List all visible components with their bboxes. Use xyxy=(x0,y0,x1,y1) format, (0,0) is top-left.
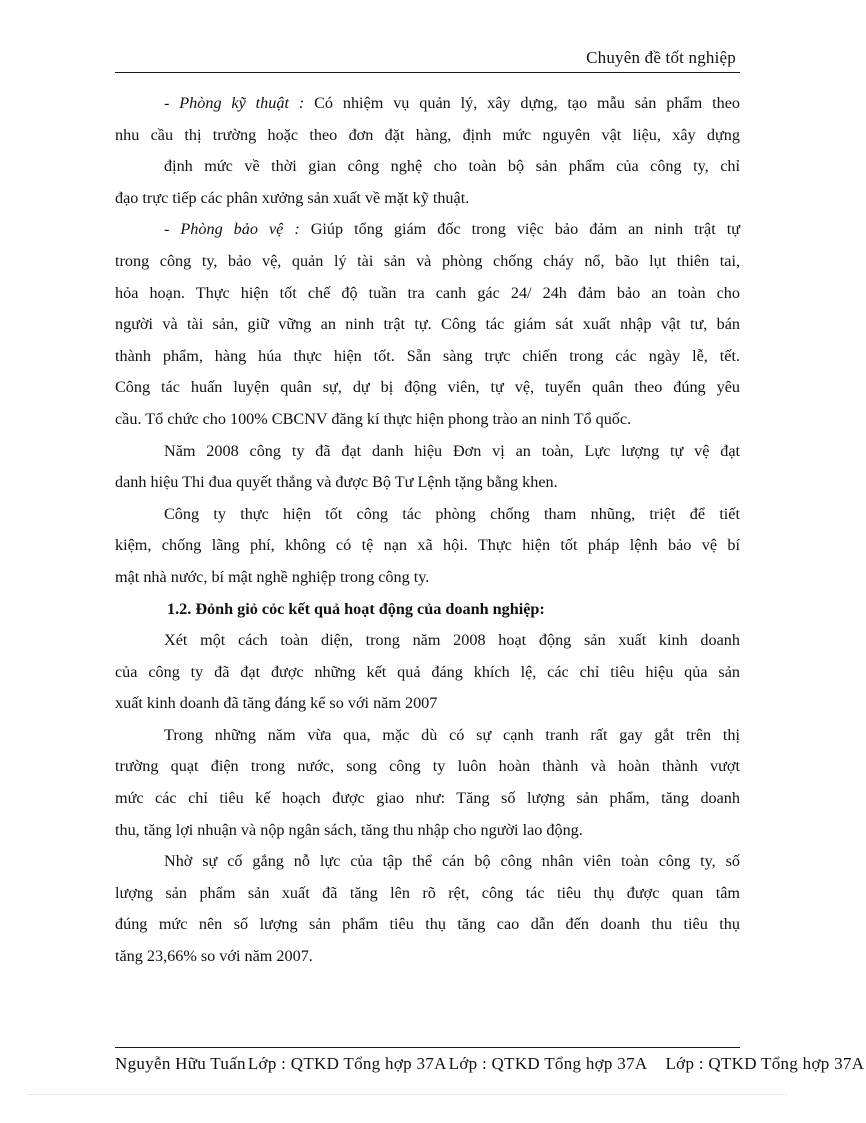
footer-class: Lớp : QTKD Tổng hợp 37A xyxy=(247,1054,447,1073)
paragraph-lead: - Phòng kỹ thuật : xyxy=(164,94,305,112)
paragraph-line: kiệm, chống lãng phí, không có tệ nạn xã hội. Thực hiện tốt pháp lệnh bảo vệ bí xyxy=(115,536,740,555)
paragraph-line: lượng sản phẩm sản xuất đã tăng lên rõ rệt, công tác tiêu thụ được quan tâm xyxy=(115,883,740,902)
paragraph-line: của công ty đã đạt được những kết quả đáng khích lệ, các chỉ tiêu hiệu qủa sản xyxy=(115,662,740,681)
header-title: Chuyên đề tốt nghiệp xyxy=(586,48,736,67)
paragraph-line: mức các chỉ tiêu kế hoạch được giao như: Tăng số lượng sản phẩm, tăng doanh xyxy=(115,789,740,808)
paragraph-lead: - Phòng bảo vệ : xyxy=(164,220,300,239)
paragraph-line: đạo trực tiếp các phân xưởng sản xuất về mặt kỹ thuật. xyxy=(115,188,470,207)
page-bottom-edge xyxy=(28,1094,788,1095)
paragraph-line: Nhờ sự cố gắng nỗ lực của tập thể cán bộ công nhân viên toàn công ty, số xyxy=(164,852,740,871)
footer-class: Lớp : QTKD Tổng hợp 37A xyxy=(665,1054,865,1073)
page-header xyxy=(115,46,740,73)
paragraph-text: Giúp tổng giám đốc trong việc bảo đảm an ninh trật tự xyxy=(299,220,740,239)
paragraph-line: đúng mức nên số lượng sản phẩm tiêu thụ tăng cao dẫn đến doanh thu tiêu thụ xyxy=(115,915,740,934)
paragraph-text: Có nhiệm vụ quản lý, xây dựng, tạo mẫu sản phẩm theo xyxy=(304,94,740,112)
footer-divider xyxy=(115,1047,740,1048)
section-heading: 1.2. Đỏnh giỏ cỏc kết quả hoạt động của doanh nghiệp: xyxy=(167,599,545,618)
paragraph-line: trong công ty, bảo vệ, quản lý tài sản và phòng chống cháy nổ, bão lụt thiên tai, xyxy=(115,251,740,270)
paragraph-line: hỏa hoạn. Thực hiện tốt chế độ tuần tra canh gác 24/ 24h đảm bảo an toàn cho xyxy=(115,283,740,302)
paragraph-line: nhu cầu thị trường hoặc theo đơn đặt hàng, định mức nguyên vật liệu, xây dựng xyxy=(115,125,740,144)
paragraph-line xyxy=(115,88,740,120)
paragraph-line: người và tài sản, giữ vững an ninh trật tự. Công tác giám sát xuất nhập vật tư, bán xyxy=(115,315,740,334)
paragraph-line: danh hiệu Thi đua quyết thắng và được Bộ Tư Lệnh tặng bằng khen. xyxy=(115,473,558,492)
page-footer xyxy=(115,1054,865,1074)
footer-author: Nguyễn Hữu Tuấn xyxy=(115,1054,246,1073)
paragraph-line: cầu. Tổ chức cho 100% CBCNV đăng kí thực hiện phong trào an ninh Tổ quốc. xyxy=(115,409,632,428)
paragraph-line: thu, tăng lợi nhuận và nộp ngân sách, tăng thu nhập cho người lao động. xyxy=(115,820,583,839)
paragraph-line: mật nhà nước, bí mật nghề nghiệp trong công ty. xyxy=(115,567,430,586)
paragraph-line xyxy=(115,214,740,246)
paragraph-line: Công tác huấn luyện quân sự, dự bị động viên, tự vệ, tuyển quân theo đúng yêu xyxy=(115,378,740,397)
paragraph-line: Trong những năm vừa qua, mặc dù có sự cạnh tranh rất gay gắt trên thị xyxy=(164,725,740,744)
paragraph-line: định mức về thời gian công nghệ cho toàn bộ sản phẩm của công ty, chỉ xyxy=(164,157,740,176)
paragraph-line: tăng 23,66% so với năm 2007. xyxy=(115,947,313,966)
footer-class: Lớp : QTKD Tổng hợp 37A xyxy=(448,1054,648,1073)
paragraph-line: Năm 2008 công ty đã đạt danh hiệu Đơn vị an toàn, Lực lượng tự vệ đạt xyxy=(164,441,740,460)
paragraph-line: trường quạt điện trong nước, song công ty luôn hoàn thành và hoàn thành vượt xyxy=(115,757,740,776)
paragraph-line: Công ty thực hiện tốt công tác phòng chống tham nhũng, triệt để tiết xyxy=(164,504,740,523)
paragraph-line: thành phẩm, hàng húa thực hiện tốt. Sẵn sàng trực chiến trong các ngày lễ, tết. xyxy=(115,346,740,365)
document-body xyxy=(115,88,740,973)
paragraph-line: Xét một cách toàn diện, trong năm 2008 hoạt động sản xuất kinh doanh xyxy=(164,631,740,650)
paragraph-line: xuất kinh doanh đã tăng đáng kể so với năm 2007 xyxy=(115,694,438,713)
